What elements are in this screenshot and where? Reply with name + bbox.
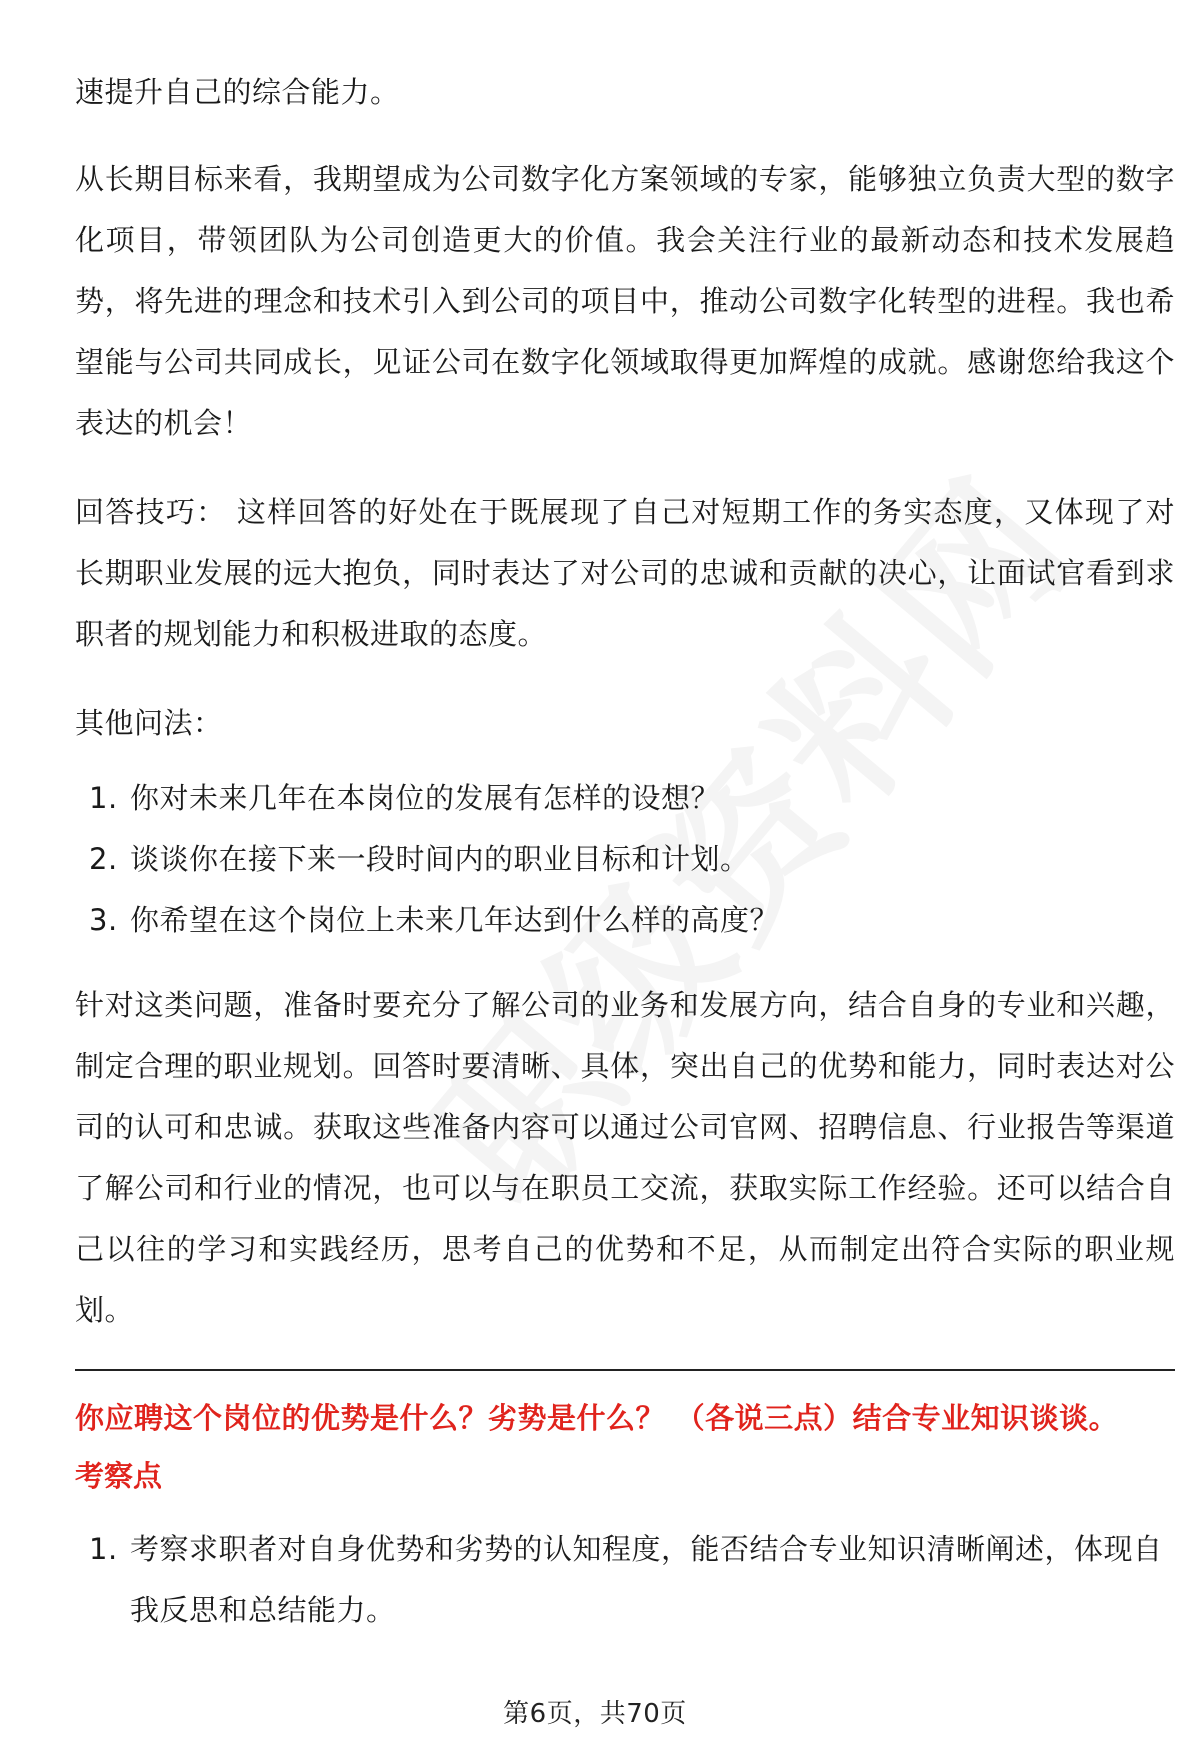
other-questions-list (75, 768, 1175, 951)
list-item-text: 谈谈你在接下来一段时间内的职业目标和计划。 (130, 842, 750, 876)
list-item (75, 768, 1175, 829)
paragraph-continued (75, 62, 1175, 123)
paragraph-long-term-goal (75, 149, 1175, 454)
paragraph-text: 从长期目标来看，我期望成为公司数字化方案领域的专家，能够独立负责大型的数字化项目，带领团队为公司创造更大的价值。我会关注行业的最新动态和技术发展趋势，将先进的理念和技术引入到公司的项目中，推动公司数字化转型的进程。我也希望能与公司共同成长，见证公司在数字化领域取得更加辉煌的成就。感谢您给我这个表达的机会！ (75, 162, 1175, 440)
question-heading: 你应聘这个岗位的优势是什么？劣势是什么？ （各说三点）结合专业知识谈谈。 (75, 1401, 1119, 1435)
section-divider (75, 1369, 1175, 1371)
assessment-points-list (75, 1519, 1175, 1641)
paragraph-text: 针对这类问题，准备时要充分了解公司的业务和发展方向，结合自身的专业和兴趣，制定合理的职业规划。回答时要清晰、具体，突出自己的优势和能力，同时表达对公司的认可和忠诚。获取这些准备内容可以通过公司官网、招聘信息、行业报告等渠道了解公司和行业的情况，也可以与在职员工交流，获取实际工作经验。还可以结合自己以往的学习和实践经历，思考自己的优势和不足，从而制定出符合实际的职业规划。 (75, 988, 1175, 1327)
paragraph-answer-tips (75, 482, 1175, 665)
paragraph-text: 其他问法： (75, 706, 223, 740)
page-content (75, 62, 1175, 1665)
paragraph-other-questions-heading (75, 693, 1175, 754)
list-number: 3. (89, 903, 118, 937)
list-number: 1. (89, 781, 118, 815)
list-item-text: 你对未来几年在本岗位的发展有怎样的设想？ (130, 781, 721, 815)
assessment-points-heading: 考察点 (75, 1459, 163, 1493)
paragraph-text: 速提升自己的综合能力。 (75, 75, 400, 109)
list-item (75, 1519, 1175, 1641)
page-footer: 第6页，共70页 (503, 1699, 687, 1729)
list-item (75, 890, 1175, 951)
list-number: 2. (89, 842, 118, 876)
list-item-text: 你希望在这个岗位上未来几年达到什么样的高度？ (130, 903, 780, 937)
paragraph-text: 回答技巧： 这样回答的好处在于既展现了自己对短期工作的务实态度，又体现了对长期职业发展的远大抱负，同时表达了对公司的忠诚和贡献的决心，让面试官看到求职者的规划能力和积极进取的态度。 (75, 495, 1175, 651)
list-item-text: 考察求职者对自身优势和劣势的认知程度，能否结合专业知识清晰阐述，体现自我反思和总结能力。 (130, 1532, 1163, 1627)
list-number: 1. (89, 1532, 118, 1566)
paragraph-preparation-advice (75, 975, 1175, 1341)
list-item (75, 829, 1175, 890)
